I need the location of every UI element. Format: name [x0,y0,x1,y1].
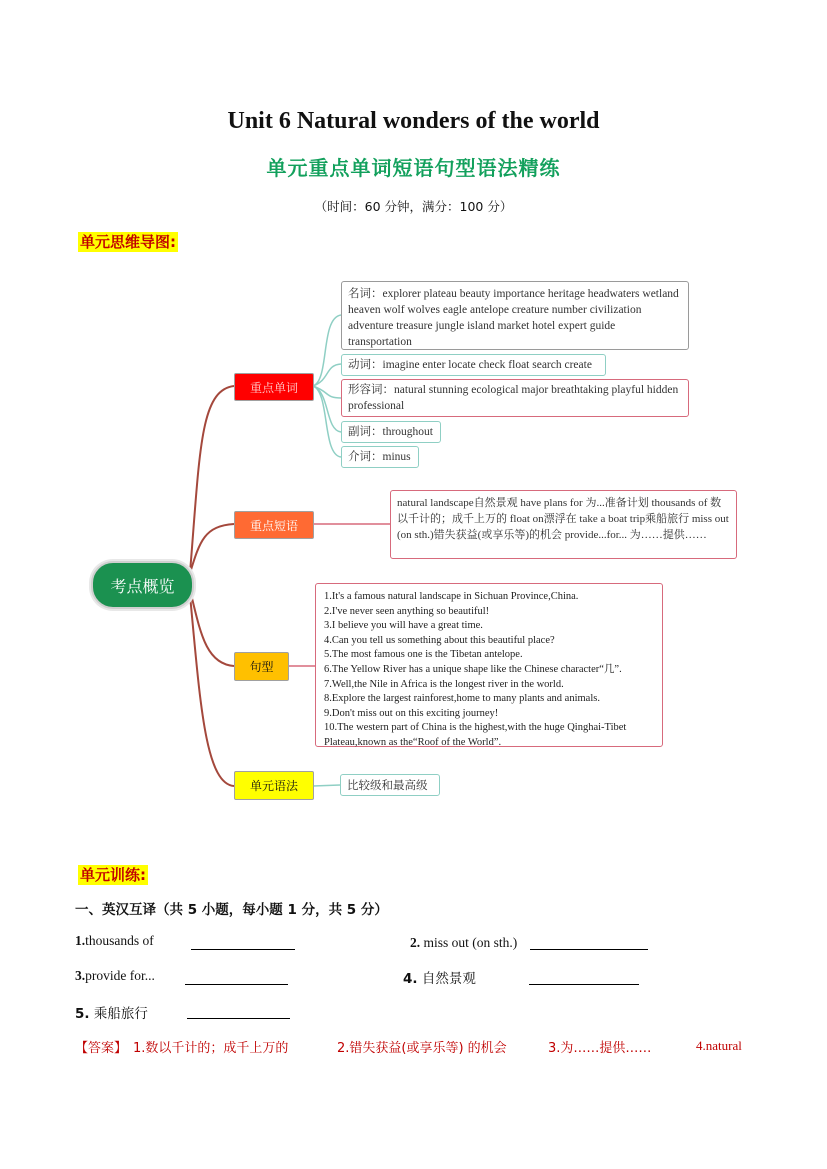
time-note: （时间：60 分钟，满分：100 分） [314,199,513,214]
nouns-text: 名词：explorer plateau beauty importance heritage headwaters wetland heaven wolf wolves eagle antelope creature number civilization adventure treasure jungle island market hotel expert guide transportation [348,288,679,348]
answer-label: 【答案】 [75,1041,128,1056]
answer-blank-4[interactable] [529,984,639,985]
question-3 [75,968,155,984]
question-1-num: 1. [75,933,86,948]
branch-sentences-label: 句型 [249,660,274,674]
sentence-item: 8.Explore the largest rainforest,home to many plants and animals. [324,693,600,705]
question-1-text: thousands of [85,933,154,948]
exercise-heading: 一、英汉互译（共 5 小题，每小题 1 分，共 5 分） [75,902,388,918]
answer-blank-3[interactable] [185,984,288,985]
section-mindmap-label: 单元思维导图: [80,233,176,251]
adjectives-box [341,379,689,417]
document-subtitle: 单元重点单词短语句型语法精练 [266,156,561,180]
question-4-num: 4. [403,971,418,987]
answer-2: 2.错失获益(或享乐等) 的机会 [337,1041,507,1056]
branch-words [234,373,314,401]
adjectives-text: 形容词：natural stunning ecological major breathtaking playful hidden professional [348,384,679,412]
sentence-item: 9.Don't miss out on this exciting journey! [324,707,499,719]
answer-blank-1[interactable] [191,949,295,950]
branch-phrases-label: 重点短语 [249,518,298,533]
question-1 [75,933,154,949]
center-node-label: 考点概览 [110,576,175,596]
sentence-item: 7.Well,the Nile in Africa is the longest river in the world. [324,678,564,690]
prepositions-text: 介词：minus [348,451,411,463]
branch-grammar [234,771,314,800]
phrases-box [390,490,737,559]
sentence-list [324,590,654,751]
mindmap-center-node [91,561,194,609]
branch-grammar-label: 单元语法 [249,779,298,793]
sentence-item: 6.The Yellow River has a unique shape like the Chinese character“几”. [324,663,622,675]
question-3-num: 3. [75,968,86,983]
question-4-text: 自然景观 [421,971,476,987]
branch-phrases [234,511,314,539]
sentence-item: 2.I've never seen anything so beautiful! [324,605,490,617]
question-5 [75,1002,148,1022]
phrases-text: natural landscape自然景观 have plans for 为...准备计划 thousands of 数以千计的；成千上万的 float on漂浮在 take a boat trip乘船旅行 miss out (on sth.)错失获益(或享乐等)的机会 provide...for... 为……提供…… [397,497,729,541]
question-5-text: 乘船旅行 [93,1006,148,1022]
document-title: Unit 6 Natural wonders of the world [227,108,600,134]
verbs-box [341,354,606,376]
adverbs-box [341,421,441,443]
question-4 [403,967,476,987]
section-training-label: 单元训练: [80,866,146,884]
sentences-box [315,583,663,747]
answer-1: 1.数以千计的；成千上万的 [133,1041,289,1056]
sentence-item: 3.I believe you will have a great time. [324,620,483,632]
grammar-box [340,774,440,796]
sentence-item: 1.It's a famous natural landscape in Sichuan Province,China. [324,591,579,602]
nouns-box [341,281,689,350]
prepositions-box [341,446,419,468]
question-5-num: 5. [75,1006,90,1022]
answer-blank-2[interactable] [530,949,648,950]
sentence-item: 4.Can you tell us something about this beautiful place? [324,634,555,646]
question-2 [410,935,517,951]
answer-4: 4.natural [696,1038,742,1053]
verbs-text: 动词：imagine enter locate check float search create [348,359,592,371]
grammar-text: 比较级和最高级 [347,778,428,792]
sentence-item: 10.The western part of China is the highest,with the huge Qinghai-Tibet Plateau,known as the“Roof of the World”. [324,722,627,748]
question-3-text: provide for... [85,968,155,983]
question-2-text: miss out (on sth.) [423,935,518,950]
sentence-item: 5.The most famous one is the Tibetan antelope. [324,649,523,661]
answer-blank-5[interactable] [187,1018,290,1019]
adverbs-text: 副词：throughout [348,426,433,438]
answer-3: 3.为……提供…… [548,1041,652,1056]
question-2-num: 2. [410,935,421,950]
branch-words-label: 重点单词 [249,380,298,395]
branch-sentences [234,652,289,681]
